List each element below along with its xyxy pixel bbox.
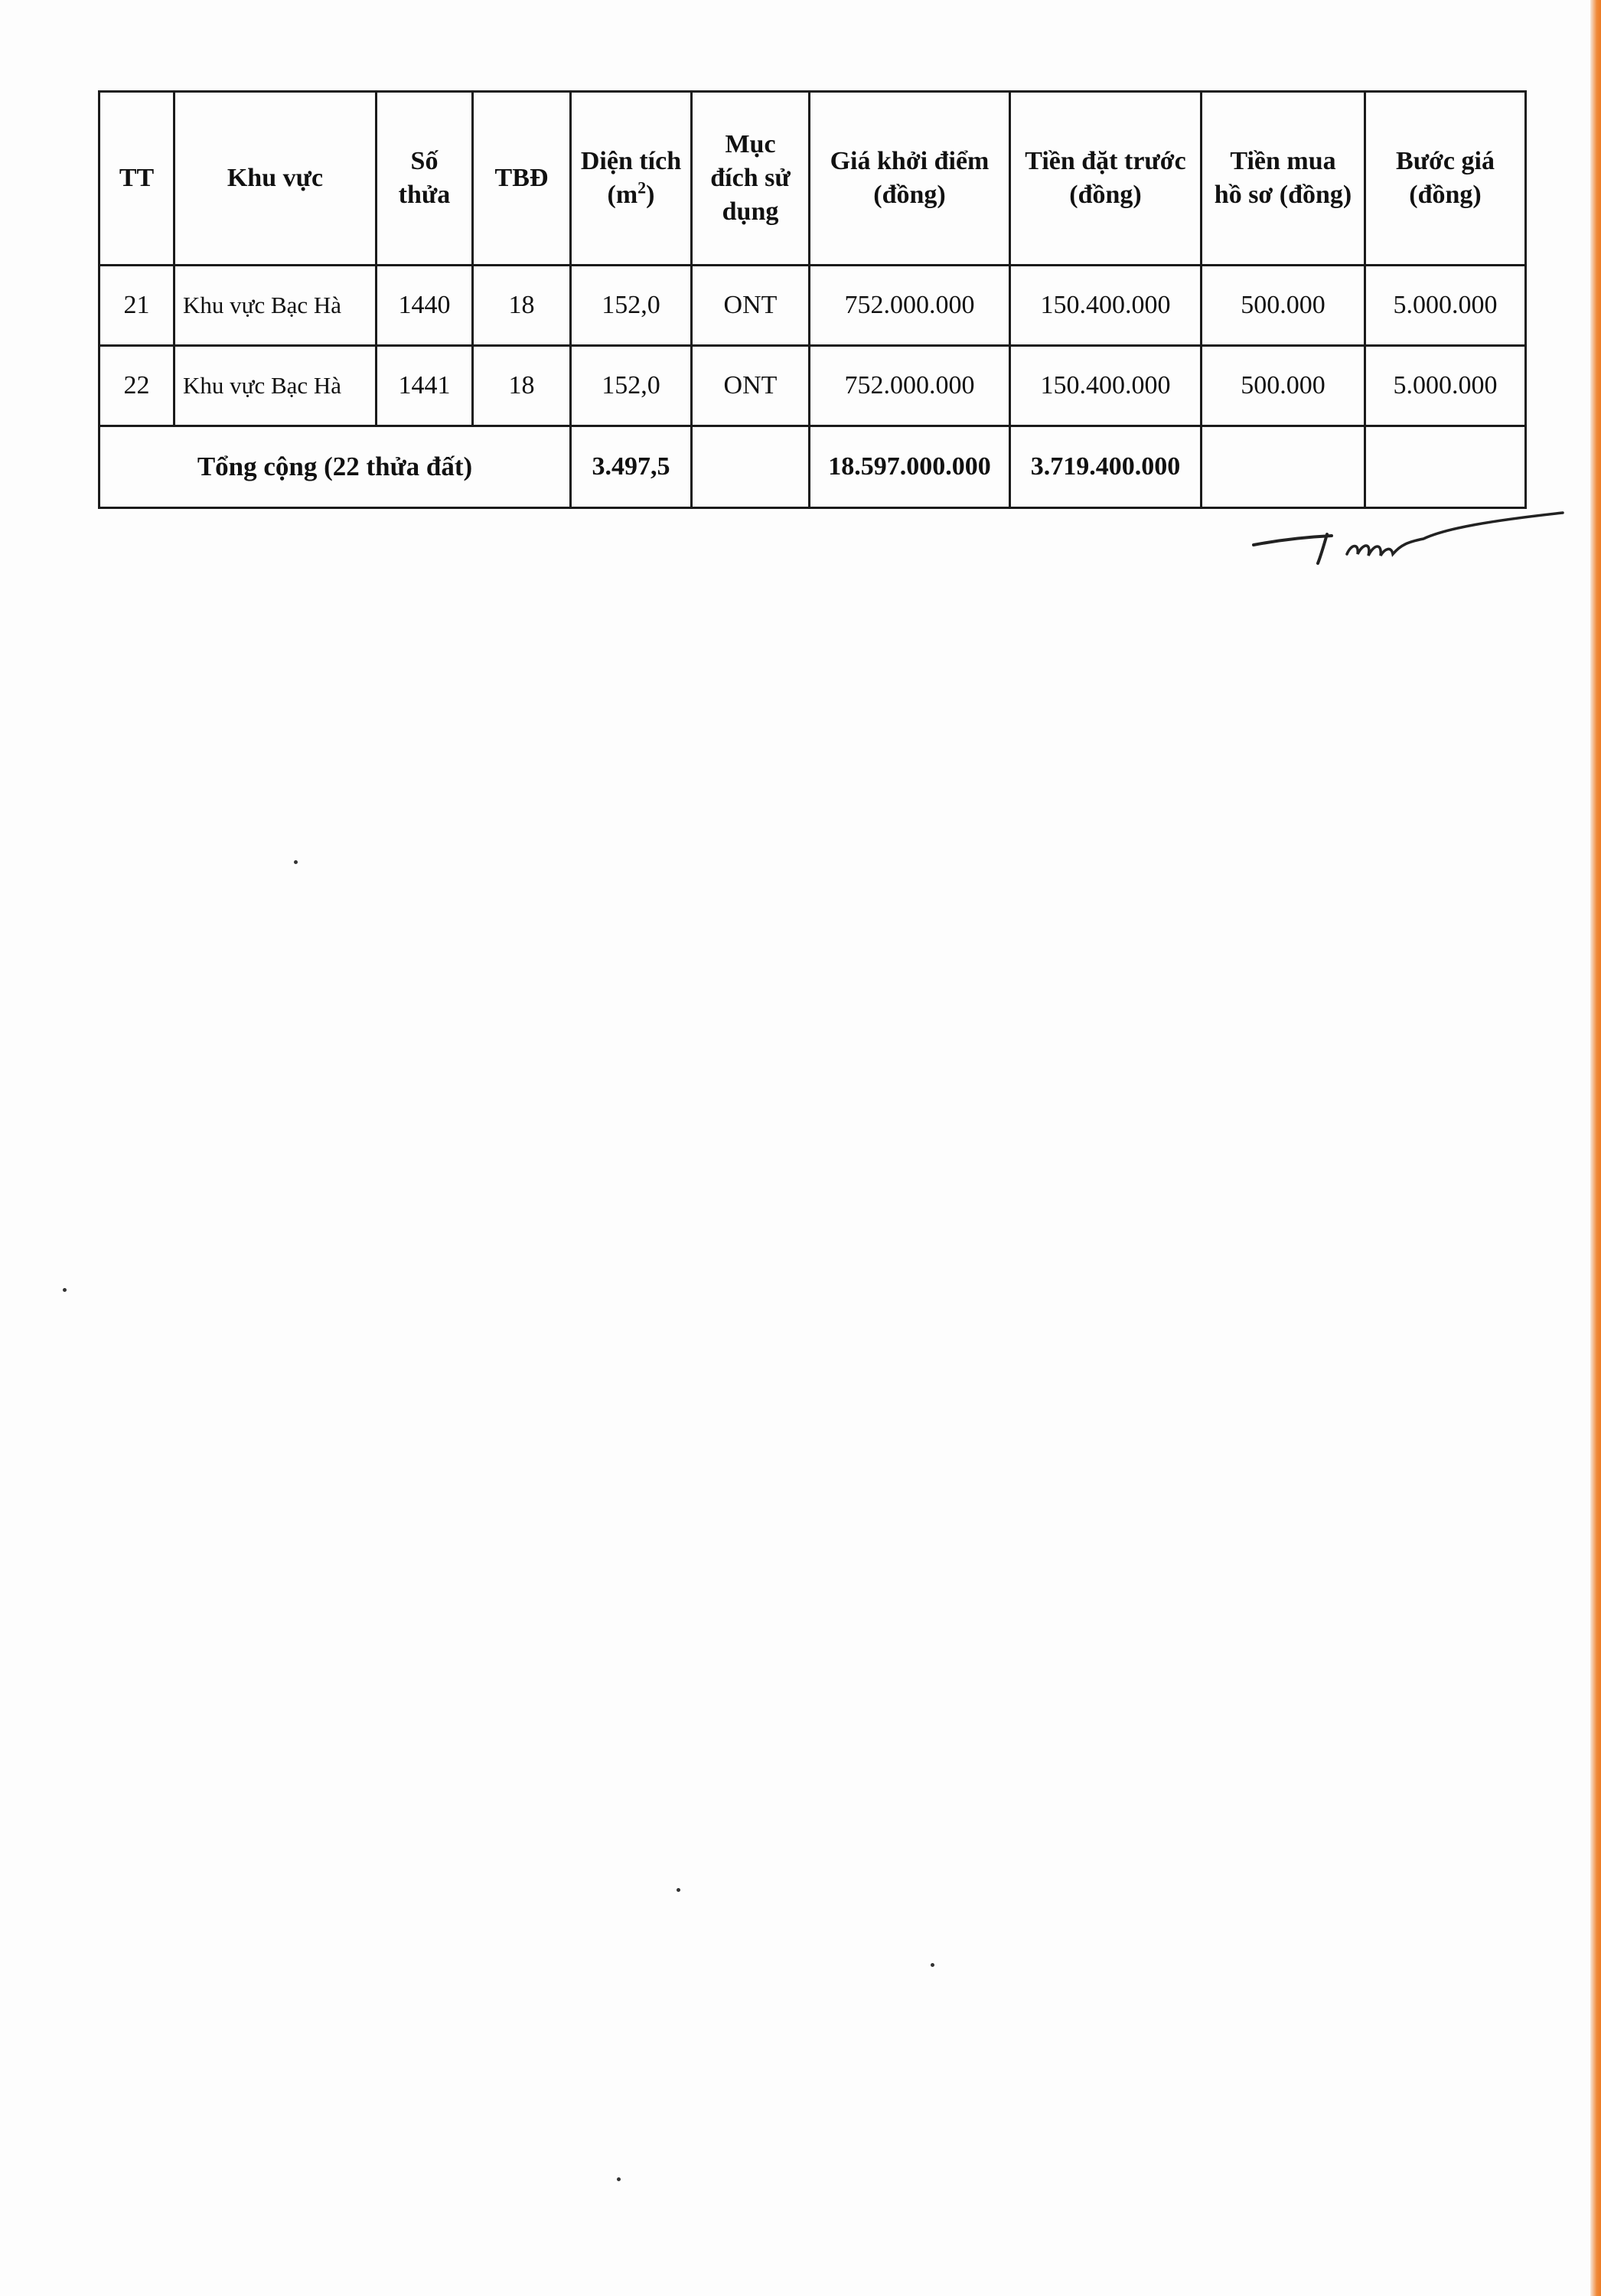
cell-so-thua: 1440 xyxy=(377,266,473,346)
handwritten-signature xyxy=(1247,490,1569,574)
header-so-thua: Số thửa xyxy=(377,92,473,266)
cell-muc-dich: ONT xyxy=(692,346,810,426)
scan-speck xyxy=(63,1288,67,1292)
cell-buoc-gia: 5.000.000 xyxy=(1365,266,1526,346)
cell-khu-vuc: Khu vực Bạc Hà xyxy=(174,346,377,426)
cell-tbd: 18 xyxy=(473,266,571,346)
header-tbd: TBĐ xyxy=(473,92,571,266)
total-label: Tổng cộng (22 thửa đất) xyxy=(99,426,571,508)
cell-muc-dich: ONT xyxy=(692,266,810,346)
header-muc-dich: Mục đích sử dụng xyxy=(692,92,810,266)
cell-dien-tich: 152,0 xyxy=(571,346,692,426)
header-tien-mua-ho-so: Tiền mua hồ sơ (đồng) xyxy=(1202,92,1365,266)
header-tien-dat-truoc: Tiền đặt trước (đồng) xyxy=(1010,92,1202,266)
cell-tbd: 18 xyxy=(473,346,571,426)
table-row xyxy=(99,266,1526,346)
header-buoc-gia: Bước giá (đồng) xyxy=(1365,92,1526,266)
cell-tien-mua-ho-so: 500.000 xyxy=(1202,346,1365,426)
header-dien-tich: Diện tích $(m^2)$ xyxy=(571,92,692,266)
cell-gia-khoi-diem: 752.000.000 xyxy=(810,266,1010,346)
land-parcel-table xyxy=(98,90,1527,509)
cell-tt: 22 xyxy=(99,346,174,426)
cell-tt: 21 xyxy=(99,266,174,346)
cell-dien-tich: 152,0 xyxy=(571,266,692,346)
cell-gia-khoi-diem: 752.000.000 xyxy=(810,346,1010,426)
table-row xyxy=(99,346,1526,426)
scan-speck xyxy=(677,1888,680,1892)
scan-speck xyxy=(294,860,298,864)
scan-speck xyxy=(617,2177,621,2181)
cell-tien-dat-truoc: 150.400.000 xyxy=(1010,266,1202,346)
header-gia-khoi-diem: Giá khởi điểm (đồng) xyxy=(810,92,1010,266)
cell-tien-mua-ho-so: 500.000 xyxy=(1202,266,1365,346)
cell-so-thua: 1441 xyxy=(377,346,473,426)
cell-buoc-gia: 5.000.000 xyxy=(1365,346,1526,426)
total-gia-khoi-diem: 18.597.000.000 xyxy=(810,426,1010,508)
cell-tien-dat-truoc: 150.400.000 xyxy=(1010,346,1202,426)
table-header-row xyxy=(99,92,1526,266)
scan-speck xyxy=(931,1963,934,1967)
cell-khu-vuc: Khu vực Bạc Hà xyxy=(174,266,377,346)
total-tien-dat-truoc: 3.719.400.000 xyxy=(1010,426,1202,508)
header-khu-vuc: Khu vực xyxy=(174,92,377,266)
page-edge-shadow xyxy=(1590,0,1601,2296)
header-tt: TT xyxy=(99,92,174,266)
total-muc-dich xyxy=(692,426,810,508)
total-dien-tich: 3.497,5 xyxy=(571,426,692,508)
